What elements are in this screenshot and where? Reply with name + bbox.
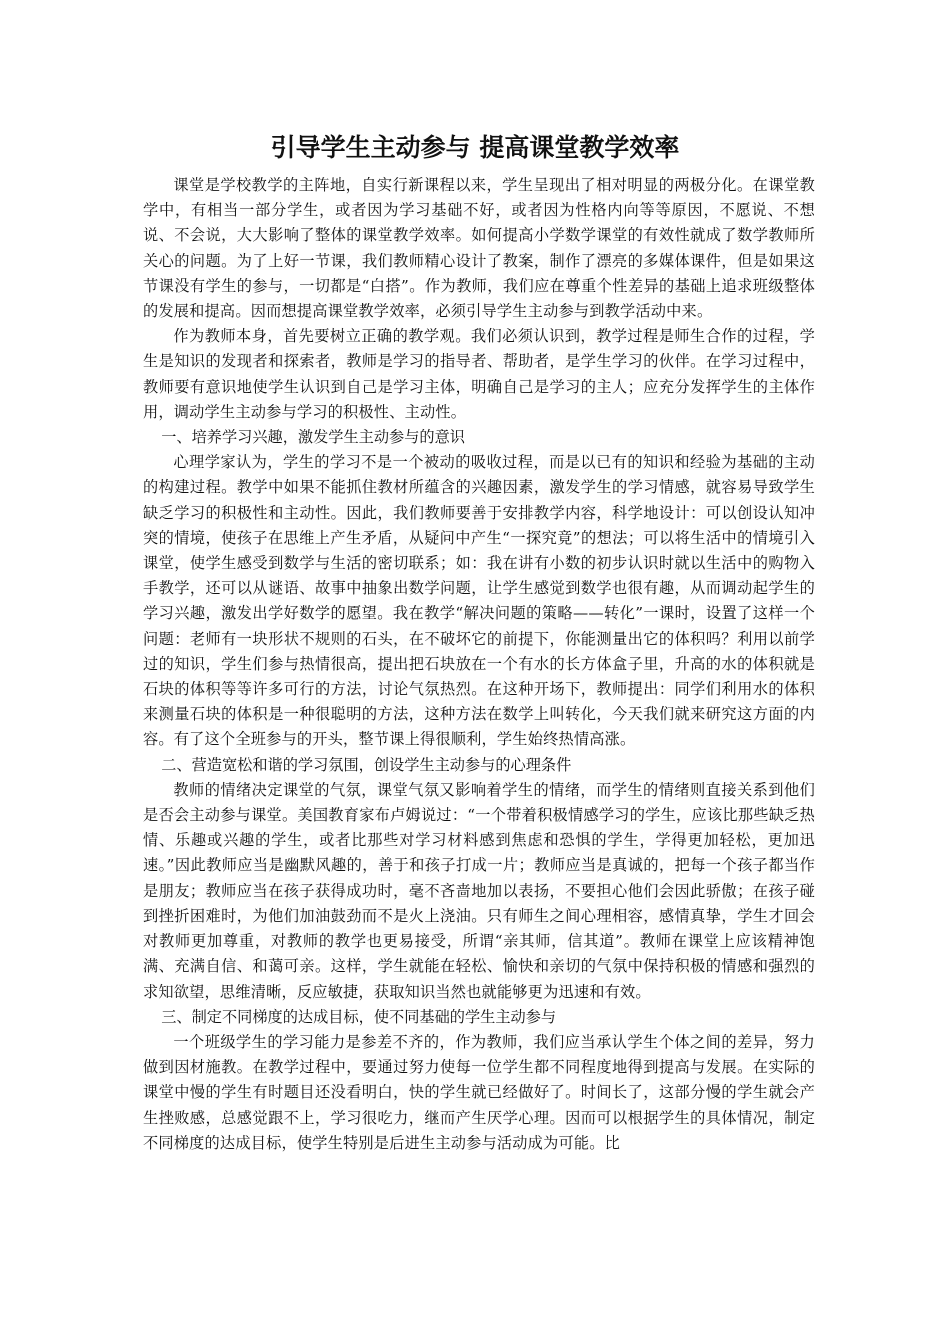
- document-title: 引导学生主动参与 提高课堂教学效率: [270, 133, 680, 162]
- paragraph-section-3: 一个班级学生的学习能力是参差不齐的，作为教师，我们应当承认学生个体之间的差异，努力做到因材施教。在教学过程中，要通过努力使每一位学生都不同程度地得到提高与发展。在实际的课堂中慢的学生有时题目还没看明白，快的学生就已经做好了。时间长了，这部分慢的学生就会产生挫败感，总感觉跟不上，学习很吃力，继而产生厌学心理。因而可以根据学生的具体情况，制定不同梯度的达成目标，使学生特别是后进生主动参与活动成为可能。比: [143, 1032, 815, 1152]
- paragraph-section-1: 心理学家认为，学生的学习不是一个被动的吸收过程，而是以已有的知识和经验为基础的主动的构建过程。教学中如果不能抓住教材所蕴含的兴趣因素，激发学生的学习情感，就容易导致学生缺乏学习的积极性和主动性。因此，我们教师要善于安排教学内容，科学地设计：可以创设认知冲突的情境，使孩子在思维上产生矛盾，从疑问中产生“一探究竟”的想法；可以将生活中的情境引入课堂，使学生感受到数学与生活的密切联系；如：我在讲有小数的初步认识时就以生活中的购物入手教学，还可以从谜语、故事中抽象出数学问题，让学生感觉到数学也很有趣，从而调动起学生的学习兴趣，激发出学好数学的愿望。我在教学“解决问题的策略——转化”一课时，设置了这样一个问题：老师有一块形状不规则的石头，在不破坏它的前提下，你能测量出它的体积吗？利用以前学过的知识，学生们参与热情很高，提出把石块放在一个有水的长方体盒子里，升高的水的体积就是石块的体积等等许多可行的方法，讨论气氛热烈。在这种开场下，教师提出：同学们利用水的体积来测量石块的体积是一种很聪明的方法，这种方法在数学上叫转化，今天我们就来研究这方面的内容。有了这个全班参与的开头，整节课上得很顺利，学生始终热情高涨。: [143, 453, 815, 749]
- paragraph-intro: 课堂是学校教学的主阵地，自实行新课程以来，学生呈现出了相对明显的两极分化。在课堂教学中，有相当一部分学生，或者因为学习基础不好，或者因为性格内向等等原因，不愿说、不想说、不会说，大大影响了整体的课堂教学效率。如何提高小学数学课堂的有效性就成了数学教师所关心的问题。为了上好一节课，我们教师精心设计了教案，制作了漂亮的多媒体课件，但是如果这节课没有学生的参与，一切都是“白搭”。作为教师，我们应在尊重个性差异的基础上追求班级整体的发展和提高。因而想提高课堂教学效率，必须引导学生主动参与到教学活动中来。: [143, 176, 815, 321]
- section-heading-1: 一、培养学习兴趣，激发学生主动参与的意识: [161, 428, 465, 447]
- document-body: [143, 173, 815, 1156]
- section-heading-3: 三、制定不同梯度的达成目标，使不同基础的学生主动参与: [161, 1007, 557, 1026]
- section-heading-2: 二、营造宽松和谐的学习氛围，创设学生主动参与的心理条件: [161, 755, 572, 774]
- paragraph-teaching-view: 作为教师本身，首先要树立正确的教学观。我们必须认识到，教学过程是师生合作的过程，学生是知识的发现者和探索者，教师是学习的指导者、帮助者，是学生学习的伙伴。在学习过程中，教师要有意识地使学生认识到自己是学习主体，明确自己是学习的主人；应充分发挥学生的主体作用，调动学生主动参与学习的积极性、主动性。: [143, 327, 815, 421]
- paragraph-section-2: 教师的情绪决定课堂的气氛，课堂气氛又影响着学生的情绪，而学生的情绪则直接关系到他们是否会主动参与课堂。美国教育家布卢姆说过：“一个带着积极情感学习的学生，应该比那些缺乏热情、乐趣或兴趣的学生，或者比那些对学习材料感到焦虑和恐惧的学生，学得更加轻松，更加迅速。”因此教师应当是幽默风趣的，善于和孩子打成一片；教师应当是真诚的，把每一个孩子都当作是朋友；教师应当在孩子获得成功时，毫不吝啬地加以表扬，不要担心他们会因此骄傲；在孩子碰到挫折困难时，为他们加油鼓劲而不是火上浇油。只有师生之间心理相容，感情真挚，学生才回会对教师更加尊重，对教师的教学也更易接受，所谓“亲其师，信其道”。教师在课堂上应该精神饱满、充满自信、和蔼可亲。这样，学生就能在轻松、愉快和亲切的气氛中保持积极的情感和强烈的求知欲望，思维清晰，反应敏捷，获取知识当然也就能够更为迅速和有效。: [143, 780, 815, 1001]
